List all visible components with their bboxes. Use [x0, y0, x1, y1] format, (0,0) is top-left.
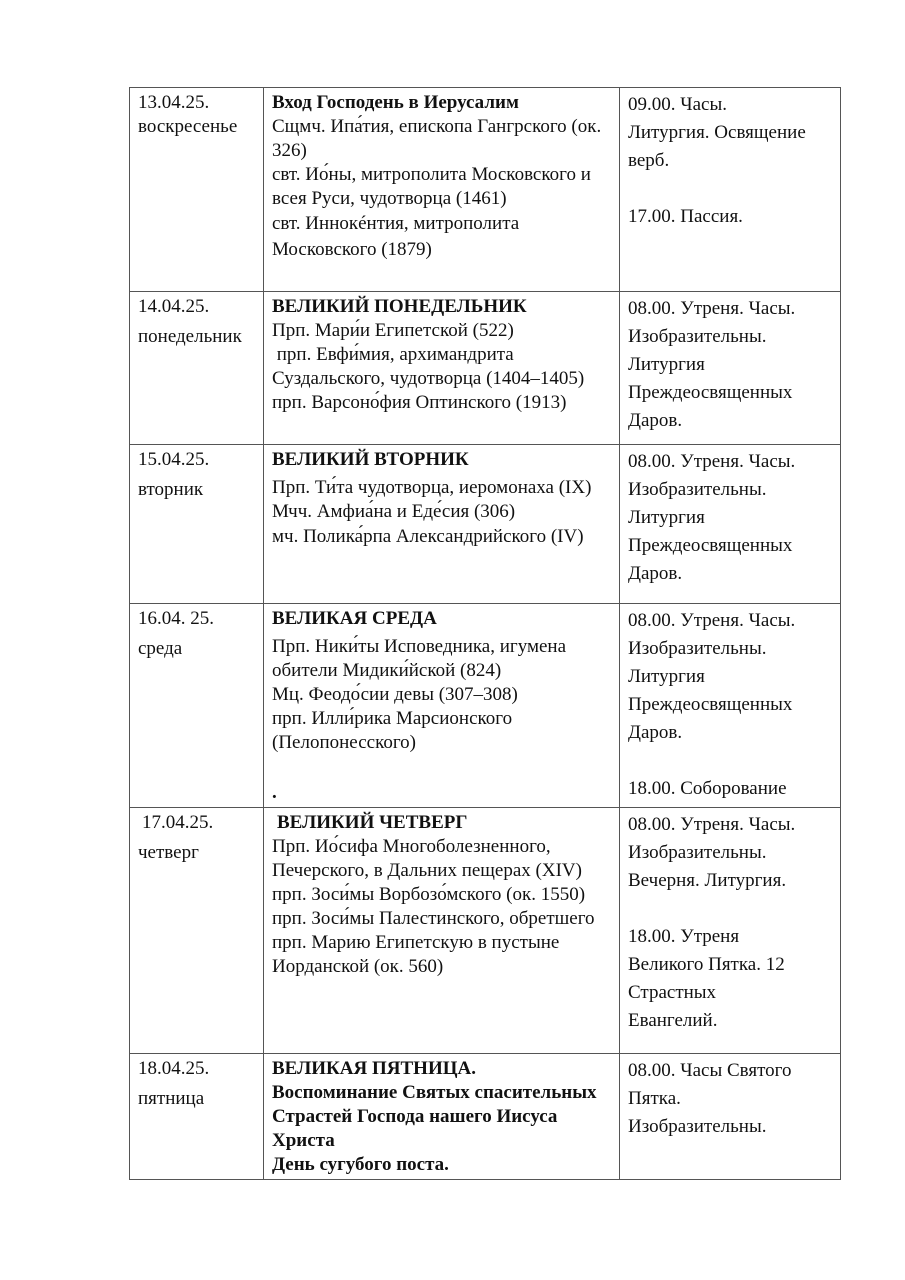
table-row — [130, 88, 841, 292]
service-line: Страстных — [628, 982, 717, 1003]
feast-title: ВЕЛИКИЙ ЧЕТВЕРГ — [277, 812, 468, 833]
weekday: четверг — [138, 842, 199, 863]
saint-entry: Сщмч. Ипа́тия, епископа Гангрского (ок. 326) — [272, 116, 602, 161]
weekday: пятница — [138, 1088, 205, 1109]
saint-entry: мч. Полика́рпа Александрийского (IV) — [272, 526, 584, 547]
table-row — [130, 604, 841, 808]
date-cell — [130, 604, 264, 808]
table-row — [130, 808, 841, 1054]
service-line: Даров. — [628, 563, 683, 584]
fast-note: День сугубого поста. — [272, 1154, 449, 1175]
service-line: Изобразительны. — [628, 1116, 767, 1137]
service-gap — [628, 747, 832, 775]
saints-cell — [264, 1054, 620, 1180]
service-line: Даров. — [628, 410, 683, 431]
services-cell — [620, 1054, 841, 1180]
date: 18.04.25. — [138, 1058, 210, 1079]
saint-entry: прп. Зоси́мы Палестинского, обретшего прп. Марию Египетскую в пустыне Иорданской (ок. 560) — [272, 908, 595, 977]
service-line: Пятка. — [628, 1088, 681, 1109]
service-line: Даров. — [628, 722, 683, 743]
saint-entry: прп. Зоси́мы Ворбозо́мского (ок. 1550) — [272, 884, 586, 905]
service-line: 17.00. Пассия. — [628, 206, 743, 227]
saint-entry: Прп. Ио́сифа Многоболезненного, Печерского, в Дальних пещерах (XIV) — [272, 836, 582, 881]
date-cell — [130, 808, 264, 1054]
service-line: Вечерня. Литургия. — [628, 870, 787, 891]
table-row — [130, 1054, 841, 1180]
saint-entry: Прп. Ти́та чудотворца, иеромонаха (IX) — [272, 477, 592, 498]
service-line: 09.00. Часы. — [628, 94, 727, 115]
date-cell — [130, 445, 264, 604]
saint-entry: свт. Иннокéнтия, митрополита Московского (1879) — [272, 213, 520, 260]
saint-entry: Мц. Феодо́сии девы (307–308) — [272, 684, 518, 705]
service-line: Литургия — [628, 666, 705, 687]
weekday: воскресенье — [138, 116, 238, 137]
service-line: 08.00. Утреня. Часы. — [628, 814, 796, 835]
service-line: Изобразительны. — [628, 638, 767, 659]
service-line: Великого Пятка. 12 — [628, 954, 785, 975]
feast-title: ВЕЛИКИЙ ПОНЕДЕЛЬНИК — [272, 296, 527, 317]
date: 17.04.25. — [142, 812, 214, 833]
saints-cell — [264, 445, 620, 604]
date: 16.04. 25. — [138, 608, 214, 629]
date-cell — [130, 292, 264, 445]
date: 13.04.25. — [138, 92, 210, 113]
saints-cell — [264, 808, 620, 1054]
table-row — [130, 445, 841, 604]
saints-cell — [264, 604, 620, 808]
saint-entry: Прп. Ники́ты Исповедника, игумена обители Мидики́йской (824) — [272, 636, 567, 681]
service-line: верб. — [628, 150, 670, 171]
service-gap — [628, 895, 832, 923]
date: 15.04.25. — [138, 449, 210, 470]
date-cell — [130, 1054, 264, 1180]
saint-entry: прп. Варсоно́фия Оптинского (1913) — [272, 392, 567, 413]
feast-title: ВЕЛИКАЯ ПЯТНИЦА. — [272, 1058, 476, 1079]
service-line: 08.00. Часы Святого — [628, 1060, 792, 1081]
saints-cell — [264, 292, 620, 445]
saint-entry: прп. Илли́рика Марсионского (Пелопонесского) — [272, 708, 513, 753]
saints-cell — [264, 88, 620, 292]
service-line: 18.00. Утреня — [628, 926, 740, 947]
weekday: понедельник — [138, 326, 242, 347]
weekday: вторник — [138, 479, 204, 500]
service-line: 08.00. Утреня. Часы. — [628, 451, 796, 472]
service-line: Литургия. Освящение — [628, 122, 806, 143]
service-gap — [628, 175, 832, 203]
saint-entry: Прп. Мари́и Египетской (522) — [272, 320, 514, 341]
saint-entry: прп. Евфи́мия, архимандрита Суздальского, чудотворца (1404–1405) — [272, 344, 585, 389]
services-cell — [620, 808, 841, 1054]
feast-subtitle: Воспоминание Святых спасительных Страстей Господа нашего Иисуса Христа — [272, 1082, 597, 1151]
saint-entry: Мчч. Амфиа́на и Еде́сия (306) — [272, 501, 516, 522]
service-line: Преждеосвященных — [628, 535, 793, 556]
date: 14.04.25. — [138, 296, 210, 317]
service-line: Преждеосвященных — [628, 694, 793, 715]
services-cell — [620, 88, 841, 292]
service-line: 18.00. Соборование — [628, 778, 787, 799]
service-line: Изобразительны. — [628, 842, 767, 863]
feast-title: ВЕЛИКИЙ ВТОРНИК — [272, 449, 469, 470]
service-line: 08.00. Утреня. Часы. — [628, 610, 796, 631]
service-line: Изобразительны. — [628, 479, 767, 500]
feast-title: Вход Господень в Иерусалим — [272, 92, 519, 113]
service-line: Евангелий. — [628, 1010, 718, 1031]
services-cell — [620, 604, 841, 808]
services-cell — [620, 292, 841, 445]
service-line: Литургия — [628, 507, 705, 528]
service-line: Преждеосвященных — [628, 382, 793, 403]
services-cell — [620, 445, 841, 604]
trailing-mark: . — [272, 782, 277, 803]
service-line: Изобразительны. — [628, 326, 767, 347]
date-cell — [130, 88, 264, 292]
table-row — [130, 292, 841, 445]
schedule-table — [129, 87, 841, 1180]
weekday: среда — [138, 638, 183, 659]
saint-entry: свт. Ио́ны, митрополита Московского и всея Руси, чудотворца (1461) — [272, 164, 591, 209]
service-line: 08.00. Утреня. Часы. — [628, 298, 796, 319]
feast-title: ВЕЛИКАЯ СРЕДА — [272, 608, 437, 629]
service-line: Литургия — [628, 354, 705, 375]
